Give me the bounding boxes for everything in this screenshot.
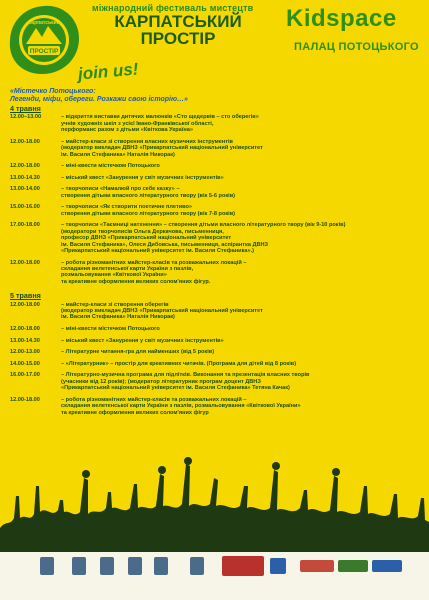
sponsor-logo: [40, 557, 54, 575]
event-time: 13.00-14.00: [10, 186, 40, 193]
event-time: 12.00-18.00: [10, 138, 40, 145]
program-intro: «Містечко Потоцького: Легенди, міфи, обереги. Розкажи свою історію…»: [10, 88, 188, 103]
event-time: 13.00-14.30: [10, 337, 40, 344]
schedule-item: [10, 186, 420, 199]
event-description: – відкриття виставки дитячих малюнків «Сто щедервів – сто оберегів» учнів художніх шкіл з усієї Івано-Франківської області, перформанс разом з дітьми «Квіткова Україна»: [61, 114, 259, 134]
svg-text:ПРОСТІР: ПРОСТІР: [29, 48, 59, 55]
event-description: – міський квест «Занурення у світ музичних інструментів»: [61, 337, 224, 344]
event-description: – міні-квести містечком Потоцького: [61, 326, 160, 333]
schedule-item: [10, 175, 420, 181]
title-line-2: ПРОСТІР: [140, 29, 216, 48]
sponsor-logo: [190, 557, 204, 575]
event-time: 17.00-18.00: [10, 222, 40, 229]
schedule-item: [10, 326, 420, 332]
event-description: – робота різноманітних майстер-класів та розважальних локацій – складання велетенської карти України з пазлів, розмальовування «Квіткової України» та креативне оформлення великих солом'яних фігур: [61, 396, 301, 416]
schedule-item: [10, 163, 420, 169]
event-description: – творчописи «Намалюй про себе казку» – створення дітьми власного літературного твору (вік 5-6 років): [61, 186, 236, 199]
event-description: – міні-квести містечком Потоцького: [61, 163, 160, 170]
schedule-item: [10, 349, 420, 355]
day-heading: 4 травня: [10, 104, 41, 113]
event-time: 12.00-13.00: [10, 349, 40, 356]
festival-subtitle: міжнародний фестиваль мистецтв: [92, 3, 254, 13]
sponsor-logo: [154, 557, 168, 575]
festival-title: [88, 13, 268, 47]
sponsor-logo: [72, 557, 86, 575]
event-description: – майстер-класи зі створення оберегів (модератор викладач ДВНЗ «Прикарпатський національний університет ім. Василя Стефаника» Наталія Никорак): [61, 301, 263, 321]
event-description: – Літературне читання-гра для найменших (від 5 років): [61, 349, 215, 356]
event-time: 14.00-15.00: [10, 360, 40, 367]
program-schedule: [10, 88, 420, 416]
schedule-item: [10, 139, 420, 158]
event-description: – творчописи «Таємниці натхнення» – створення дітьми власного літературного твору (вік 9-10 років) (модератори творчописів Ольга Деркачова, письменниця, професор ДВНЗ «Прикарпатський національний університет ім. Василя Стефаника», Олеся Дибовська, письменниця, аспірантка ДВНЗ «Прикарпатський національний університет ім. Василя Стефаника».): [61, 222, 346, 255]
event-description: – робота різноманітних майстер-класів та розважальних локацій – складання велетенської карти України з пазлів, розмальовування «Квіткової України» та креативне оформлення великих солом'яних фігур.: [61, 259, 247, 285]
schedule-item: [10, 302, 420, 321]
festival-logo: [6, 4, 82, 76]
schedule-item: [10, 260, 420, 286]
schedule-item: [10, 397, 420, 416]
event-time: 15.00-16.00: [10, 204, 40, 211]
event-description: – «Літературник» – простір для креативних читачів. (Програма для дітей від 8 років): [61, 360, 297, 367]
event-description: – міський квест «Занурення у світ музичних інструментів»: [61, 174, 224, 181]
schedule-item: [10, 372, 420, 391]
sponsor-logo: [128, 557, 142, 575]
event-time: 12.00-18.00: [10, 326, 40, 333]
join-us-text: join us!: [77, 59, 140, 84]
schedule-item: [10, 114, 420, 133]
event-time: 16.00-17.00: [10, 372, 40, 379]
event-time: 12.00-18.00: [10, 259, 40, 266]
event-time: 12.00–13.00: [10, 114, 42, 121]
venue-name: ПАЛАЦ ПОТОЦЬКОГО: [294, 41, 419, 53]
sponsor-logos: [0, 552, 429, 600]
event-time: 12.00-18.00: [10, 301, 40, 308]
event-time: 13.00-14.30: [10, 174, 40, 181]
event-description: – Літературно-музична програма для підлітків. Виконання та презентація власних творів (учасники від 12 років); (модератор літературник програм доцент ДВНЗ «Прикарпатський національний університет ім. Василя Стефаника» Тетяна Качак): [61, 372, 310, 392]
event-time: 12.00-18.00: [10, 163, 40, 170]
svg-text:Карпатський: Карпатський: [28, 20, 60, 26]
event-description: – майстер-класи зі створення власних музичних інструментів (модератор викладач ДВНЗ «Прикарпатський національний університет ім. Василя Стефаника» Наталія Никорак): [61, 138, 263, 158]
schedule-item: [10, 222, 420, 254]
event-description: – творчописи «Як створити поетичне плетиво» створення дітьми власного літературного твору (вік 7-8 років): [61, 204, 236, 217]
event-time: 12.00-18.00: [10, 396, 40, 403]
crowd-silhouette: [0, 456, 429, 556]
schedule-item: [10, 361, 420, 367]
sponsor-logo: [100, 557, 114, 575]
kidspace-brand: Kidspace: [286, 5, 397, 32]
day-heading: 5 травня: [10, 291, 41, 301]
schedule-item: [10, 338, 420, 344]
schedule-item: [10, 204, 420, 217]
title-line-1: КАРПАТСЬКИЙ: [114, 12, 242, 31]
